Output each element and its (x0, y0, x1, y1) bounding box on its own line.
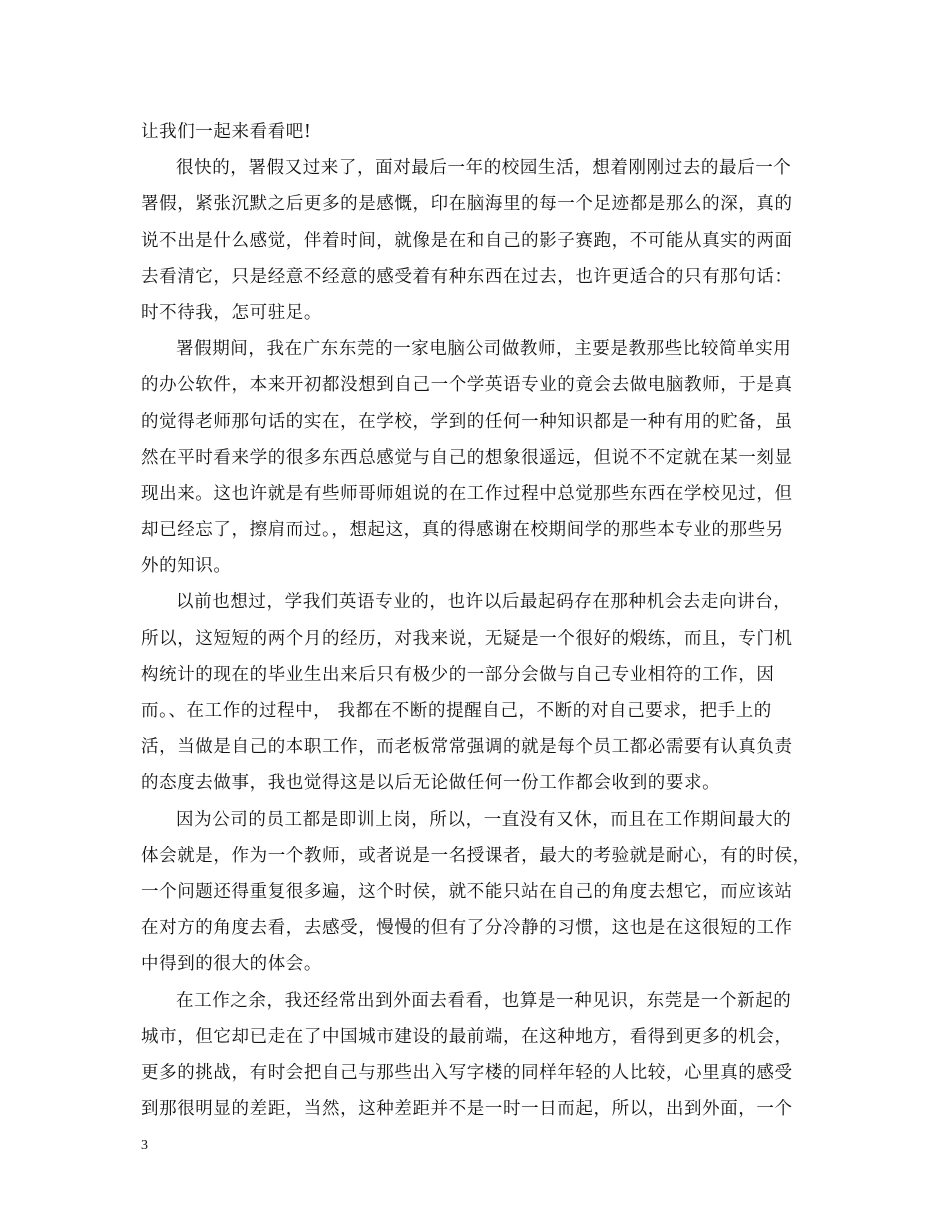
text-line: 现出来。这也许就是有些师哥师姐说的在工作过程中总觉那些东西在学校见过，但 (141, 483, 793, 504)
text-line: 说不出是什么感觉，伴着时间，就像是在和自己的影子赛跑，不可能从真实的两面 (141, 230, 793, 251)
text-line: 去看清它，只是经意不经意的感受着有种东西在过去，也许更适合的只有那句话： (141, 266, 793, 287)
text-line: 体会就是，作为一个教师，或者说是一名授课者，最大的考验就是耐心，有的时侯， (141, 845, 811, 866)
text-line: 构统计的现在的毕业生出来后只有极少的一部分会做与自己专业相符的工作，因 (141, 664, 775, 685)
text-line: 的办公软件，本来开初都没想到自己一个学英语专业的竟会去做电脑教师，于是真 (141, 375, 793, 396)
text-line: 活，当做是自己的本职工作，而老板常常强调的就是每个员工都必需要有认真负责 (141, 737, 793, 758)
text-line: 而。、在工作的过程中， 我都在不断的提醒自己，不断的对自己要求，把手上的 (141, 701, 772, 721)
text-line: 因为公司的员工都是即训上岗，所以，一直没有又休，而且在工作期间最大的 (176, 809, 792, 830)
text-line: 的态度去做事，我也觉得这是以后无论做任何一份工作都会收到的要求。 (141, 773, 721, 794)
text-line: 以前也想过，学我们英语专业的，也许以后最起码存在那种机会去走向讲台， (176, 592, 792, 613)
text-line: 让我们一起来看看吧! (141, 122, 312, 142)
text-line: 中得到的很大的体会。 (141, 954, 322, 975)
text-line: 署假，紧张沉默之后更多的是感慨，印在脑海里的每一个足迹都是那么的深，真的 (141, 194, 793, 215)
text-line: 所以，这短短的两个月的经历，对我来说，无疑是一个很好的煅练，而且，专门机 (141, 628, 793, 649)
text-line: 署假期间，我在广东东莞的一家电脑公司做教师，主要是教那些比较简单实用 (176, 339, 792, 360)
text-line: 外的知识。 (141, 556, 232, 577)
text-line: 在工作之余，我还经常出到外面去看看，也算是一种见识，东莞是一个新起的 (176, 990, 792, 1011)
text-line: 更多的挑战，有时会把自己与那些出入写字楼的同样年轻的人比较，心里真的感受 (141, 1062, 793, 1083)
page-number: 3 (141, 1138, 148, 1153)
text-line: 时不待我，怎可驻足。 (141, 302, 322, 323)
body-text (141, 114, 831, 1127)
text-line: 的觉得老师那句话的实在，在学校，学到的任何一种知识都是一种有用的贮备，虽 (141, 411, 793, 432)
text-line: 很快的，署假又过来了，面对最后一年的校园生活，想着刚刚过去的最后一个 (176, 158, 792, 179)
text-line: 在对方的角度去看，去感受，慢慢的但有了分冷静的习惯，这也是在这很短的工作 (141, 918, 793, 939)
text-line: 城市，但它却已走在了中国城市建设的最前端，在这种地方，看得到更多的机会， (141, 1026, 793, 1047)
text-line: 一个问题还得重复很多遍，这个时侯，就不能只站在自己的角度去想它，而应该站 (141, 881, 793, 902)
text-line: 到那很明显的差距，当然，这种差距并不是一时一日而起，所以，出到外面，一个 (141, 1099, 793, 1120)
text-line: 然在平时看来学的很多东西总感觉与自己的想象很遥远，但说不不定就在某一刻显 (141, 447, 793, 468)
text-line: 却已经忘了，擦肩而过。，想起这，真的得感谢在校期间学的那些本专业的那些另 (141, 520, 784, 541)
